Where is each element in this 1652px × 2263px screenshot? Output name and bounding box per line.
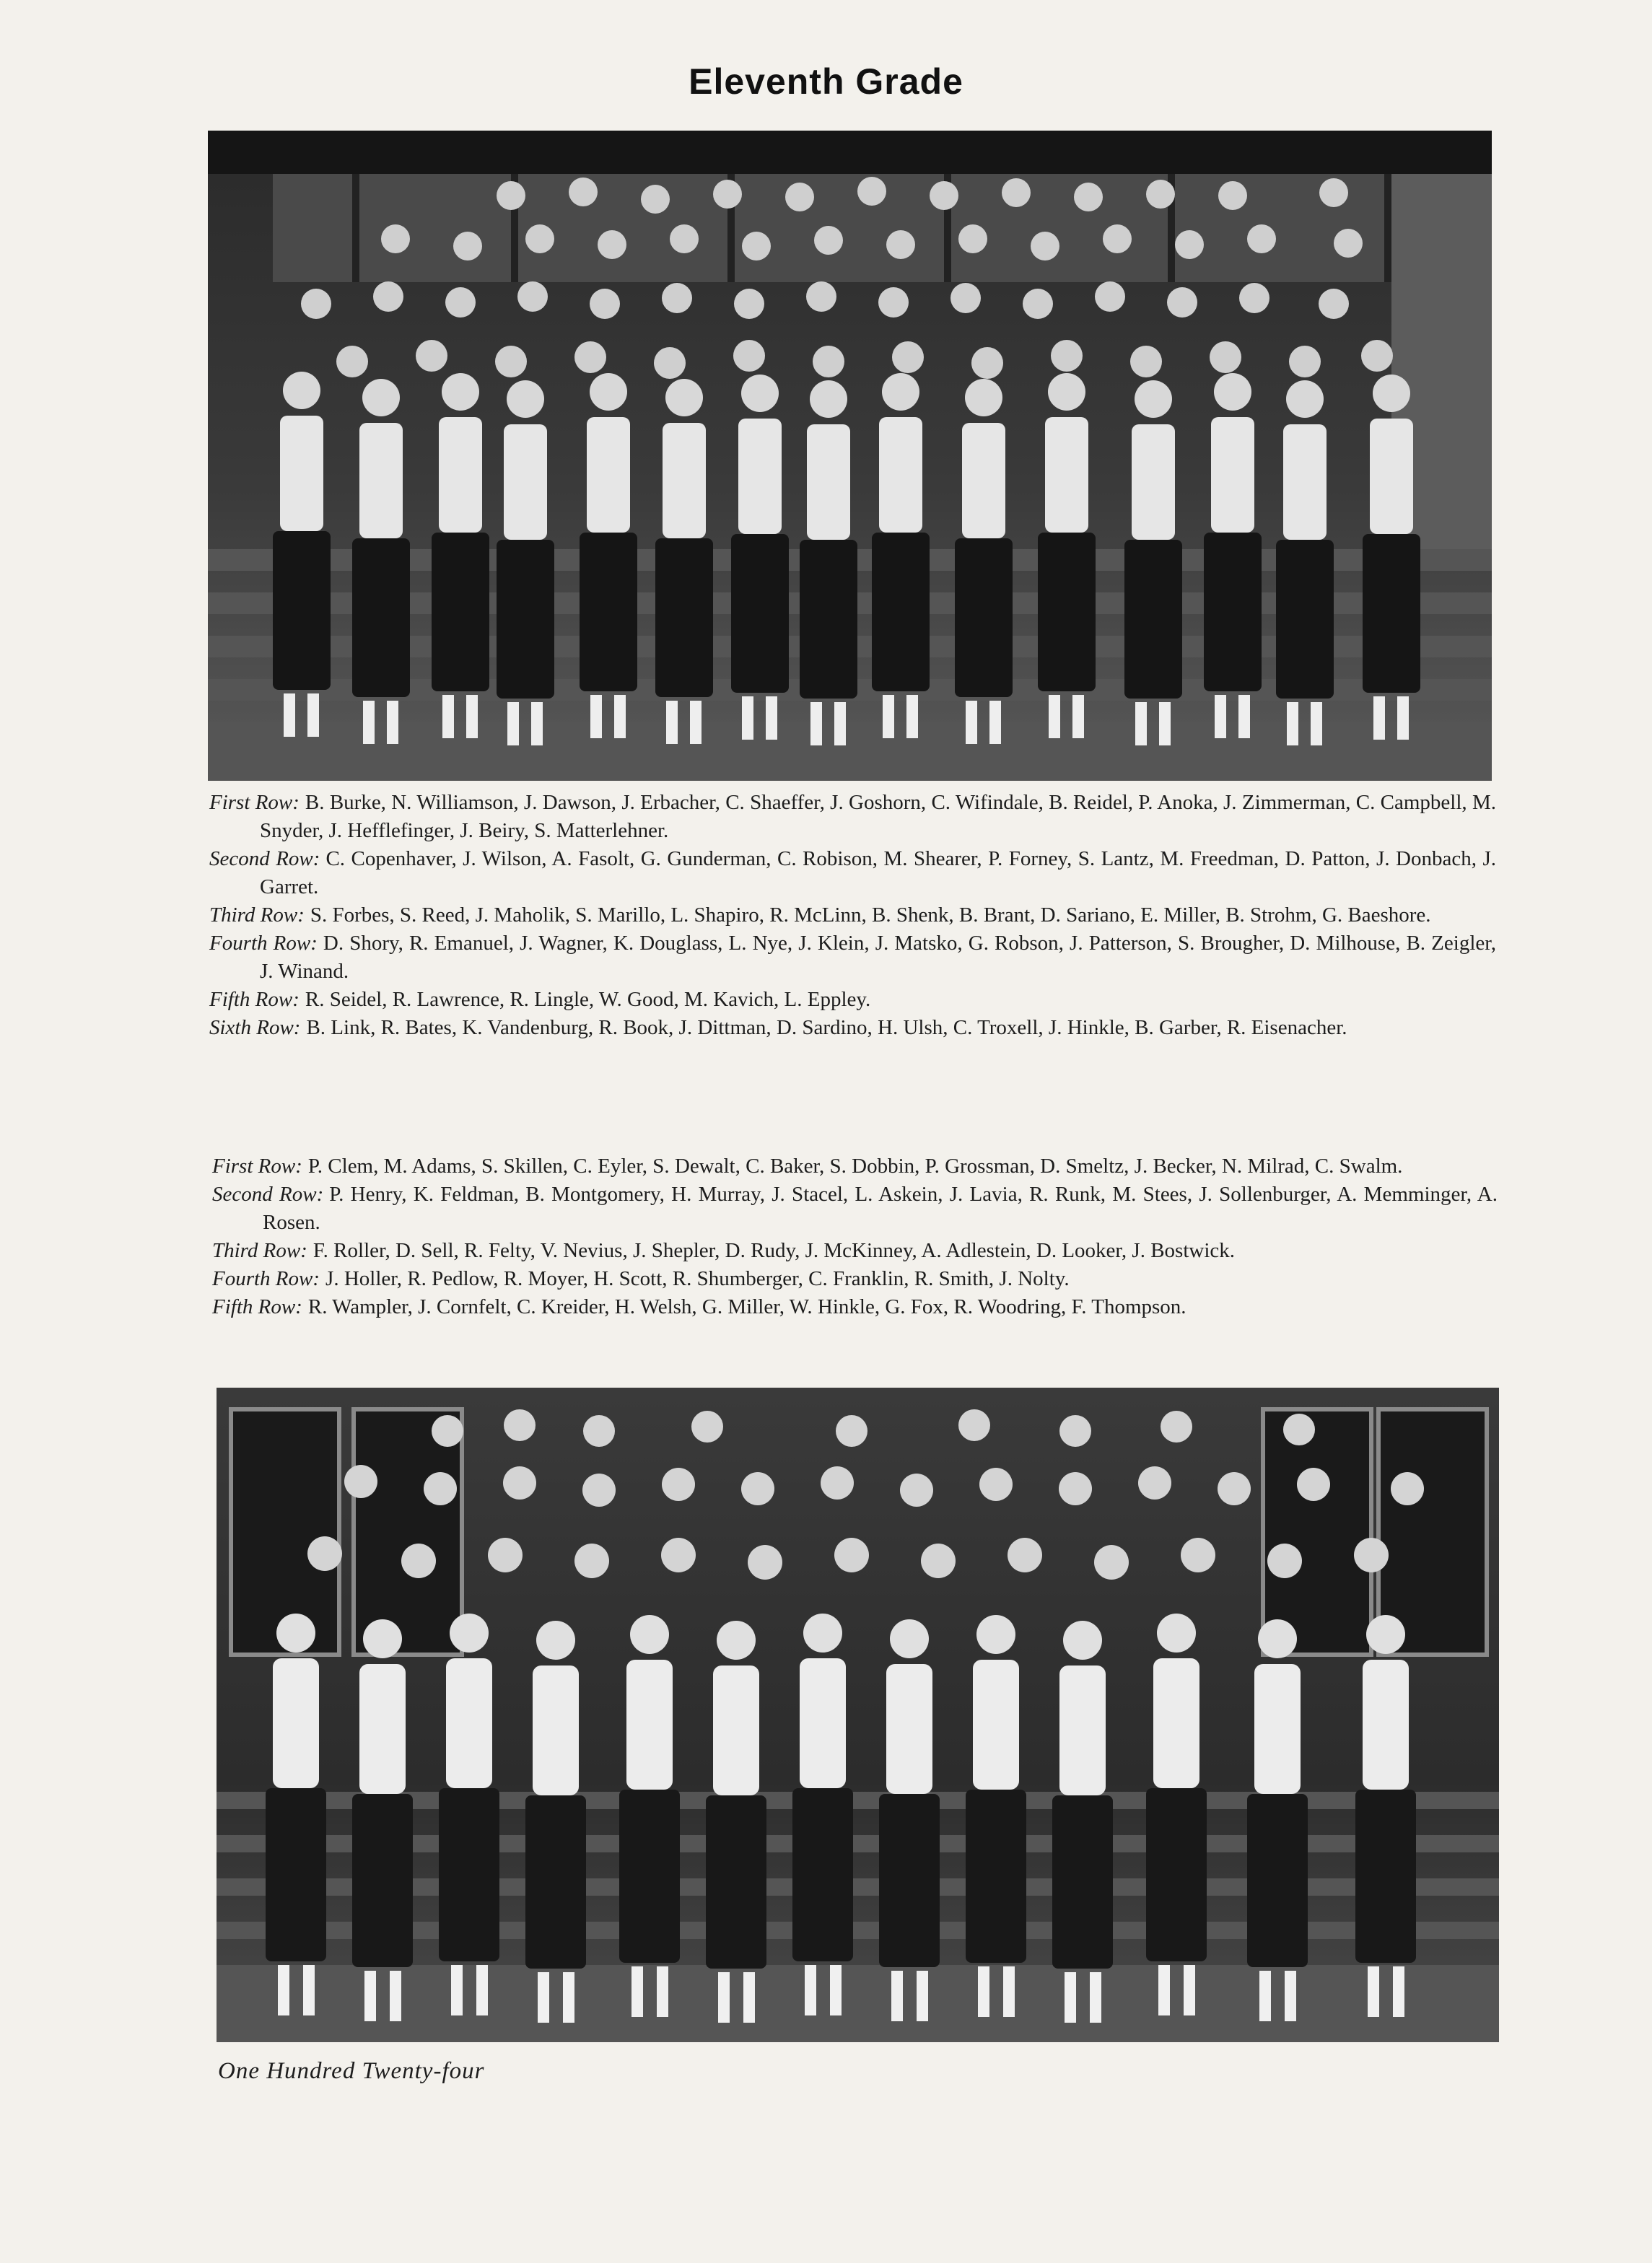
top-photo-caption [209, 789, 1496, 1042]
row-names: B. Burke, N. Williamson, J. Dawson, J. Erbacher, C. Shaeffer, J. Goshorn, C. Wifindale, B. Reidel, P. Anoka, J. Zimmerman, C. Campbell, M. Snyder, J. Hefflefinger, J. Beiry, S. Matterlehner. [260, 791, 1496, 842]
row-label: First Row: [212, 1155, 302, 1178]
group-photo-top [208, 131, 1492, 781]
row-label: First Row: [209, 791, 300, 814]
caption-row [212, 1293, 1498, 1321]
row-label: Fifth Row: [212, 1295, 302, 1318]
page-number-footer: One Hundred Twenty-four [218, 2058, 485, 2084]
caption-row [209, 789, 1496, 845]
row-names: J. Holler, R. Pedlow, R. Moyer, H. Scott, R. Shumberger, C. Franklin, R. Smith, J. Nolty. [325, 1267, 1070, 1290]
group-photo-bottom-image [217, 1388, 1499, 2042]
row-label: Third Row: [209, 903, 305, 927]
row-names: C. Copenhaver, J. Wilson, A. Fasolt, G. Gunderman, C. Robison, M. Shearer, P. Forney, S. Lantz, M. Freedman, D. Patton, J. Donbach, J. Garret. [260, 847, 1496, 898]
row-label: Fourth Row: [212, 1267, 320, 1290]
row-names: R. Wampler, J. Cornfelt, C. Kreider, H. Welsh, G. Miller, W. Hinkle, G. Fox, R. Woodring, F. Thompson. [307, 1295, 1186, 1318]
caption-row [212, 1181, 1498, 1237]
row-names: B. Link, R. Bates, K. Vandenburg, R. Book, J. Dittman, D. Sardino, H. Ulsh, C. Troxell, J. Hinkle, B. Garber, R. Eisenacher. [306, 1016, 1347, 1039]
caption-row [212, 1237, 1498, 1265]
row-names: D. Shory, R. Emanuel, J. Wagner, K. Douglass, L. Nye, J. Klein, J. Matsko, G. Robson, J. Patterson, S. Brougher, D. Milhouse, B. Zeigler, J. Winand. [260, 932, 1496, 983]
row-names: S. Forbes, S. Reed, J. Maholik, S. Marillo, L. Shapiro, R. McLinn, B. Shenk, B. Brant, D. Sariano, E. Miller, B. Strohm, G. Baeshore. [310, 903, 1431, 927]
page-title: Eleventh Grade [689, 61, 963, 102]
caption-row [209, 986, 1496, 1014]
group-photo-bottom [217, 1388, 1499, 2042]
row-names: R. Seidel, R. Lawrence, R. Lingle, W. Good, M. Kavich, L. Eppley. [305, 988, 871, 1011]
row-label: Fifth Row: [209, 988, 300, 1011]
row-label: Second Row: [212, 1183, 324, 1206]
bottom-photo-caption [212, 1152, 1498, 1321]
row-label: Second Row: [209, 847, 320, 870]
caption-row [209, 929, 1496, 986]
row-names: F. Roller, D. Sell, R. Felty, V. Nevius, J. Shepler, D. Rudy, J. McKinney, A. Adlestein, D. Looker, J. Bostwick. [313, 1239, 1236, 1262]
caption-row [209, 845, 1496, 901]
row-names: P. Clem, M. Adams, S. Skillen, C. Eyler, S. Dewalt, C. Baker, S. Dobbin, P. Grossman, D. Smeltz, J. Becker, N. Milrad, C. Swalm. [307, 1155, 1403, 1178]
caption-row [212, 1152, 1498, 1181]
caption-row [209, 1014, 1496, 1042]
row-label: Sixth Row: [209, 1016, 301, 1039]
row-names: P. Henry, K. Feldman, B. Montgomery, H. Murray, J. Stacel, L. Askein, J. Lavia, R. Runk, M. Stees, J. Sollenburger, A. Memminger, A. Rosen. [263, 1183, 1498, 1234]
caption-row [209, 901, 1496, 929]
caption-row [212, 1265, 1498, 1293]
group-photo-top-image [208, 131, 1492, 781]
row-label: Fourth Row: [209, 932, 318, 955]
row-label: Third Row: [212, 1239, 307, 1262]
